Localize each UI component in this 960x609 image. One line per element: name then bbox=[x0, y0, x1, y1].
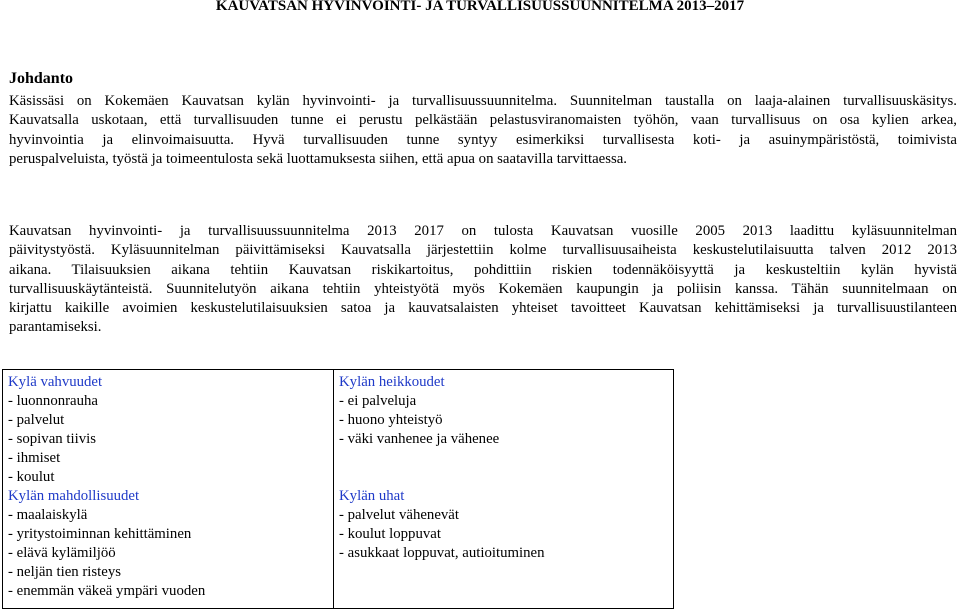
threats-heading: Kylän uhat bbox=[339, 488, 405, 504]
strengths-heading: Kylä vahvuudet bbox=[8, 374, 103, 390]
threat-item: - asukkaat loppuvat, autioituminen bbox=[339, 545, 545, 561]
paragraph-line: Käsissäsi on Kokemäen Kauvatsan kylän hyvinvointi- ja turvallisuussuunnitelma. Suunnitelman taustalla on laaja-alainen turvallisuuskäsitys. bbox=[9, 93, 957, 109]
strength-item: - ihmiset bbox=[8, 450, 61, 466]
threat-item: - palvelut vähenevät bbox=[339, 507, 459, 523]
opportunity-item: - elävä kylämiljöö bbox=[8, 545, 116, 561]
paragraph-line: Kauvatsalla uskotaan, että turvallisuuden tunne ei perustu pelkästään pelastusviranomaisten työhön, vaan turvallisuus on osa kylien arkea, bbox=[9, 112, 957, 129]
strength-item: - palvelut bbox=[8, 412, 65, 428]
strength-item: - luonnonrauha bbox=[8, 393, 98, 409]
paragraph-line: aikana. Tilaisuuksien aikana tehtiin Kauvatsan riskikartoitus, pohdittiin riskien todennäköisyyttä ja keskusteltiin kylän hyvistä bbox=[9, 261, 957, 278]
strength-item: - koulut bbox=[8, 469, 55, 485]
swot-cell-strengths-weaknesses-left bbox=[3, 370, 334, 609]
threat-item: - koulut loppuvat bbox=[339, 526, 441, 542]
paragraph-line: parantamiseksi. bbox=[9, 319, 102, 336]
intro-paragraph bbox=[9, 92, 957, 169]
background-paragraph bbox=[9, 222, 957, 338]
opportunity-item: - maalaiskylä bbox=[8, 507, 88, 523]
paragraph-line: hyvinvointia ja elinvoimaisuutta. Hyvä turvallisuuden tunne syntyy esimerkiksi turvallisesta koti- ja asuinympäristöstä, toimivista bbox=[9, 131, 957, 148]
paragraph-line: kirjattu kaikille avoimien keskustelutilaisuuksien satoa ja kauvatsalaisten yhteiset tavoitteet Kauvatsan kehittämiseksi ja turvallisuustilanteen bbox=[9, 300, 957, 317]
opportunities-heading: Kylän mahdollisuudet bbox=[8, 488, 140, 504]
opportunity-item: - neljän tien risteys bbox=[8, 564, 121, 580]
swot-cell-weaknesses-threats-right bbox=[334, 370, 674, 609]
swot-table bbox=[2, 369, 674, 609]
weakness-item: - väki vanhenee ja vähenee bbox=[339, 431, 500, 447]
opportunity-item: - enemmän väkeä ympäri vuoden bbox=[8, 583, 206, 599]
paragraph-line: peruspalveluista, työstä ja toimeentulosta sekä luottamuksesta siihen, että apua on saatavilla tarvittaessa. bbox=[9, 150, 628, 167]
strength-item: - sopivan tiivis bbox=[8, 431, 96, 447]
opportunity-item: - yritystoiminnan kehittäminen bbox=[8, 526, 192, 542]
paragraph-line: turvallisuuskäytänteistä. Suunnitelutyön aikana tehtiin yhteistyötä myös Kokemäen kaupungin ja poliisin kanssa. Tähän suunnitelmaan on bbox=[9, 280, 957, 297]
weakness-item: - huono yhteistyö bbox=[339, 412, 443, 428]
weaknesses-heading: Kylän heikkoudet bbox=[339, 374, 445, 390]
paragraph-line: Kauvatsan hyvinvointi- ja turvallisuussuunnitelma 2013 2017 on tulosta Kauvatsan vuosille 2005 2013 laadittu kyläsuunnitelman bbox=[9, 223, 957, 239]
paragraph-line: päivitystyöstä. Kyläsuunnitelman päivittämiseksi Kauvatsalla järjestettiin kolme turvallisuusaiheista keskustelutilaisuutta talven 2012 2013 bbox=[9, 242, 957, 259]
section-heading-johdanto: Johdanto bbox=[9, 70, 74, 87]
weakness-item: - ei palveluja bbox=[339, 393, 417, 409]
document-title: KAUVATSAN HYVINVOINTI- JA TURVALLISUUSSUUNNITELMA 2013–2017 bbox=[215, 0, 745, 14]
